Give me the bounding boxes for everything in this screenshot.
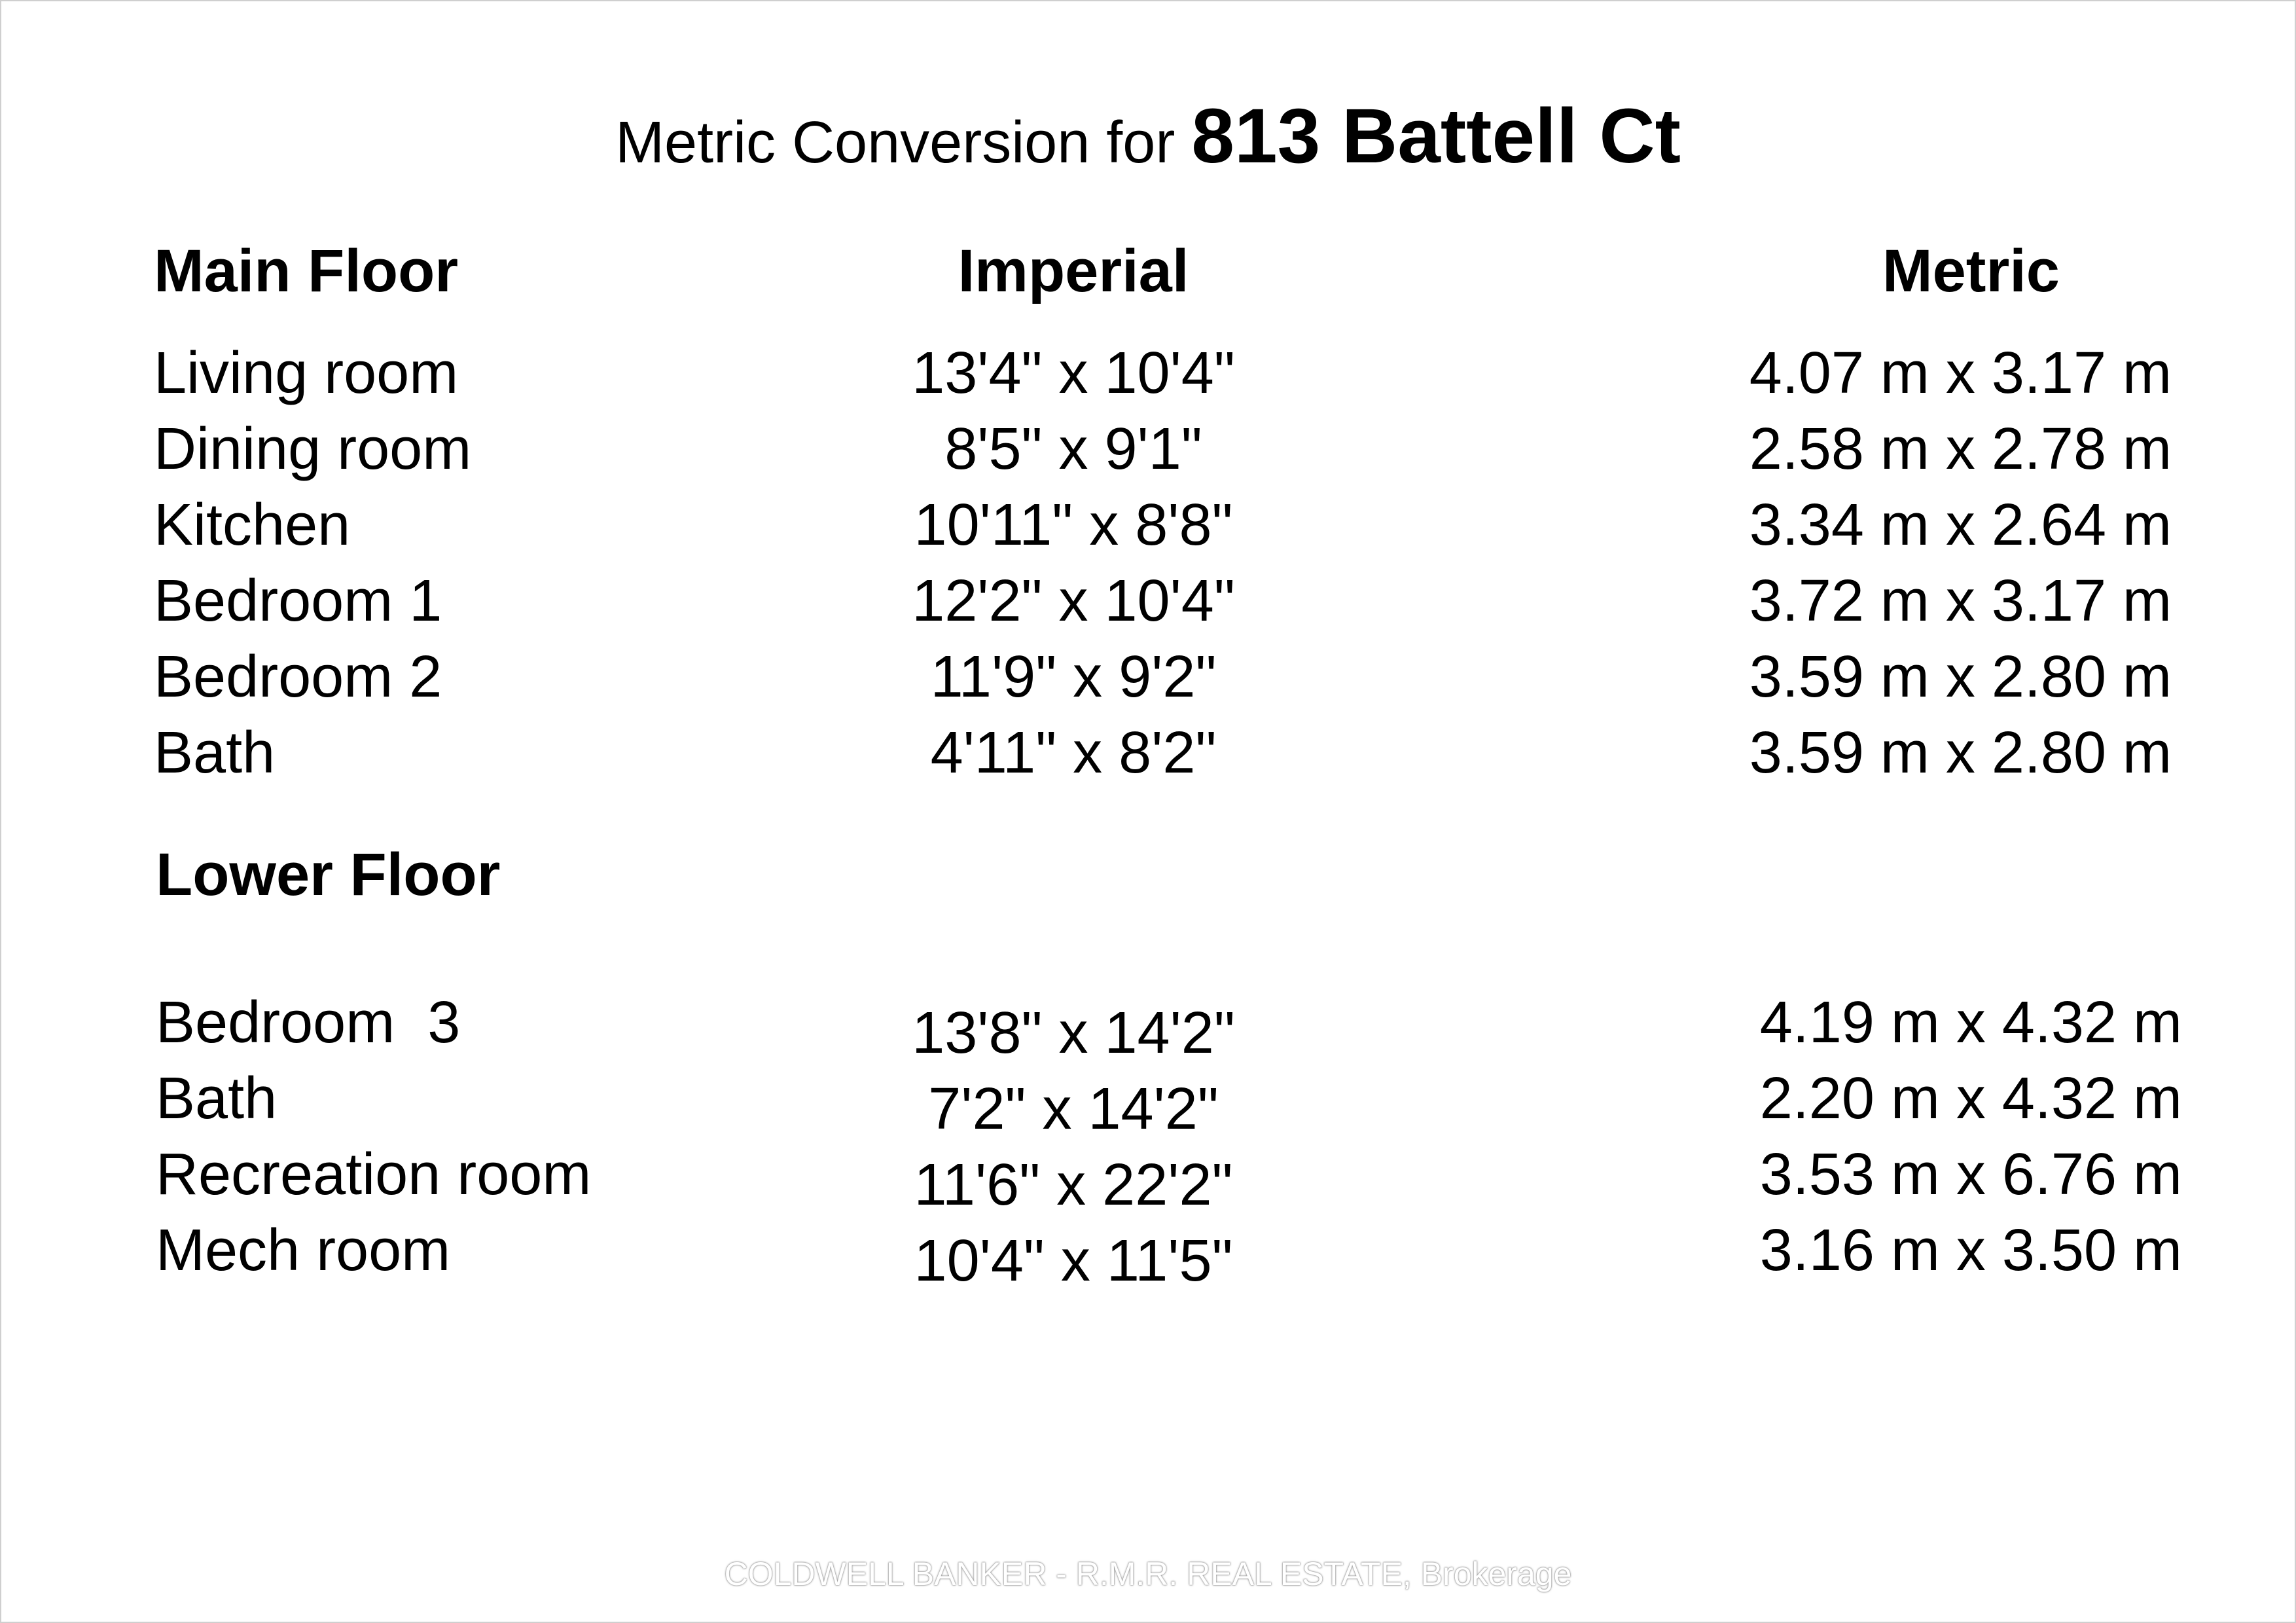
page-title [0,92,2296,181]
room-name: Recreation room [156,1142,592,1207]
room-name: Bedroom 2 [154,644,442,710]
main-floor-heading: Main Floor [154,238,459,304]
lower-floor-heading: Lower Floor [156,841,501,908]
metric-value: 3.16 m x 3.50 m [1759,1218,2182,1283]
room-name: Dining room [154,416,472,482]
room-name: Bath [154,720,276,786]
title-prefix: Metric Conversion for [615,110,1192,175]
room-name: Bedroom 1 [154,568,442,634]
metric-value: 2.58 m x 2.78 m [1749,416,2172,482]
metric-value: 3.72 m x 3.17 m [1749,568,2172,634]
title-address: 813 Battell Ct [1191,93,1681,179]
room-name: Mech room [156,1218,451,1283]
metric-value: 4.07 m x 3.17 m [1749,340,2172,406]
metric-value: 2.20 m x 4.32 m [1759,1066,2182,1131]
metric-value: 3.59 m x 2.80 m [1749,720,2172,786]
room-name: Bedroom 3 [156,990,461,1055]
room-name: Bath [156,1066,278,1131]
room-name: Kitchen [154,492,351,558]
metric-heading: Metric [1882,238,2060,304]
metric-value: 3.53 m x 6.76 m [1759,1142,2182,1207]
metric-value: 3.34 m x 2.64 m [1749,492,2172,558]
metric-value: 3.59 m x 2.80 m [1749,644,2172,710]
room-name: Living room [154,340,459,406]
metric-value: 4.19 m x 4.32 m [1759,990,2182,1055]
brokerage-watermark: COLDWELL BANKER - R.M.R. REAL ESTATE, Brokerage [724,1556,1572,1592]
